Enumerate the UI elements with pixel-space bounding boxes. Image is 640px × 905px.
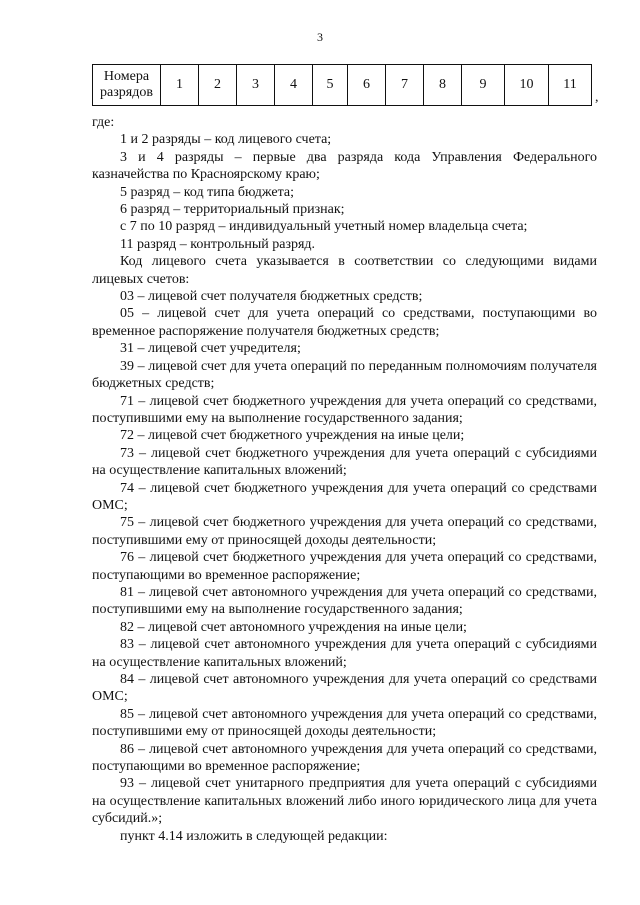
table-cell: 8 [424, 65, 462, 106]
paragraph: 03 – лицевой счет получателя бюджетных средств; [120, 289, 423, 305]
document-body [92, 114, 597, 845]
paragraph: 39 – лицевой счет для учета операций по переданным полномочиям получателя бюджетных средств; [92, 358, 597, 392]
table-cell: 6 [348, 65, 386, 106]
paragraph: 75 – лицевой счет бюджетного учреждения для учета операций со средствами, поступившими ему от приносящей доходы деятельности; [92, 515, 597, 548]
table-cell: 2 [199, 65, 237, 106]
table-trailing-comma: , [595, 90, 599, 105]
table-cell: 11 [549, 65, 592, 106]
paragraph: 73 – лицевой счет бюджетного учреждения для учета операций с субсидиями на осуществление капитальных вложений; [92, 445, 597, 479]
paragraph: 76 – лицевой счет бюджетного учреждения для учета операций со средствами, поступающими во временное распоряжение; [92, 550, 597, 583]
paragraph: 84 – лицевой счет автономного учреждения для учета операций со средствами ОМС; [92, 672, 597, 705]
table-row [93, 65, 592, 106]
paragraph: Код лицевого счета указывается в соответствии со следующими видами лицевых счетов: [92, 254, 597, 287]
table-cell: 3 [237, 65, 275, 106]
paragraph: 82 – лицевой счет автономного учреждения на иные цели; [120, 619, 467, 635]
header-line-1: Номера [103, 69, 150, 84]
paragraph: 93 – лицевой счет унитарного предприятия для учета операций с субсидиями на осуществление капитальных вложений либо иного юридического лица для учета субсидий.»; [92, 776, 597, 827]
paragraph: 6 разряд – территориальный признак; [120, 202, 345, 218]
paragraph: 81 – лицевой счет автономного учреждения для учета операций со средствами, поступившими ему на выполнение государственного задания; [92, 584, 597, 618]
paragraph: 72 – лицевой счет бюджетного учреждения на иные цели; [120, 428, 465, 444]
paragraph: 74 – лицевой счет бюджетного учреждения для учета операций со средствами ОМС; [92, 480, 597, 513]
table-cell: 10 [505, 65, 549, 106]
table-cell: 7 [386, 65, 424, 106]
paragraph: 5 разряд – код типа бюджета; [120, 184, 295, 200]
table-cell: 5 [313, 65, 348, 106]
paragraph: 05 – лицевой счет для учета операций со средствами, поступающими во временное распоряжение получателя бюджетных средств; [92, 306, 597, 339]
paragraph: 83 – лицевой счет автономного учреждения для учета операций с субсидиями на осуществление капитальных вложений; [92, 637, 597, 670]
paragraph: 11 разряд – контрольный разряд. [120, 236, 316, 252]
paragraph: 86 – лицевой счет автономного учреждения для учета операций со средствами, поступающими во временное распоряжение; [92, 741, 597, 775]
paragraph: 85 – лицевой счет автономного учреждения для учета операций со средствами, поступившими ему от приносящей доходы деятельности; [92, 706, 597, 740]
table-header-cell [93, 65, 161, 106]
table-cell: 9 [462, 65, 505, 106]
table-cell: 1 [161, 65, 199, 106]
paragraph: 1 и 2 разряды – код лицевого счета; [120, 132, 332, 148]
page-number: 3 [317, 30, 323, 44]
paragraph: где: [92, 115, 115, 130]
account-digits-table [92, 64, 592, 106]
paragraph: 3 и 4 разряды – первые два разряда кода Управления Федерального казначейства по Красноярскому краю; [92, 149, 597, 183]
paragraph: с 7 по 10 разряд – индивидуальный учетный номер владельца счета; [120, 219, 528, 235]
paragraph: 31 – лицевой счет учредителя; [120, 341, 301, 357]
header-line-2: разрядов [100, 85, 153, 100]
paragraph: пункт 4.14 изложить в следующей редакции: [120, 828, 388, 844]
paragraph: 71 – лицевой счет бюджетного учреждения для учета операций со средствами, поступившими ему на выполнение государственного задания; [92, 393, 597, 426]
table-cell: 4 [275, 65, 313, 106]
